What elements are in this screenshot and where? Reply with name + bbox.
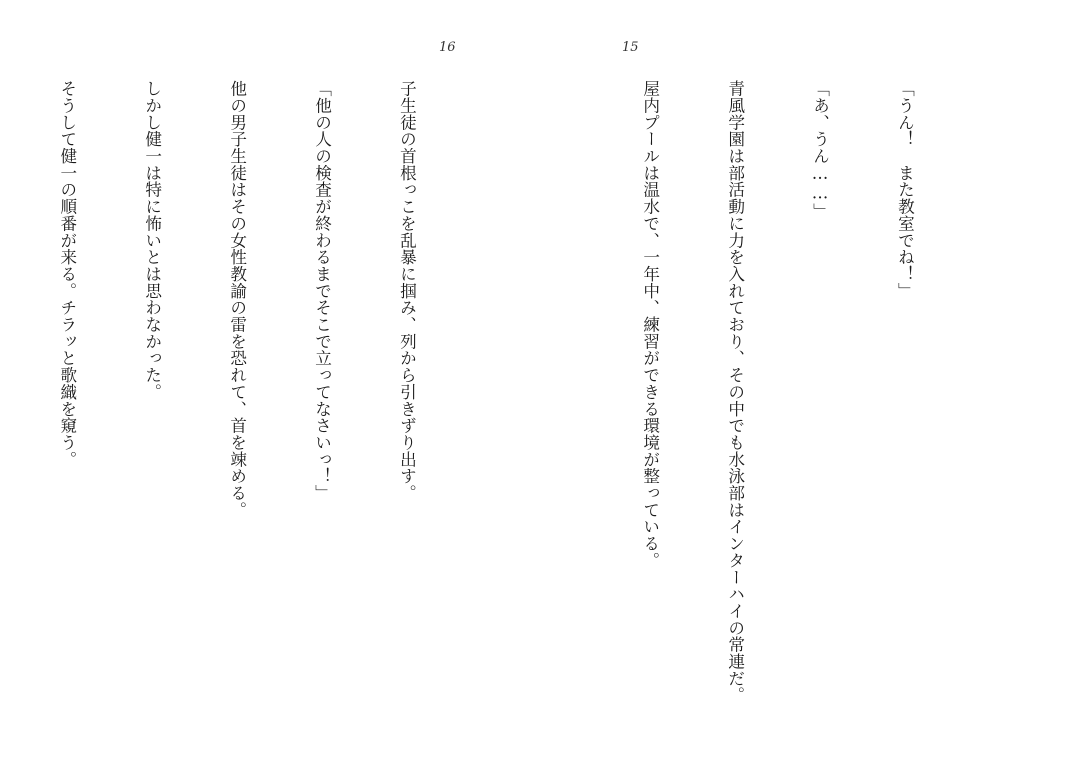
- text-line: 「うん！ また教室でね！」: [895, 80, 915, 300]
- text-line: 「あ、うん……」: [810, 80, 830, 220]
- page-number-left: 16: [439, 40, 456, 55]
- text-line: そうして健一の順番が来る。チラッと歌織を窺う。: [57, 80, 77, 468]
- page-gutter: [537, 0, 538, 768]
- page-number-right: 15: [622, 40, 639, 55]
- text-line: 青風学園は部活動に力を入れており、その中でも水泳部はインターハイの常連だ。: [725, 80, 745, 704]
- text-line: 屋内プールは温水で、一年中、練習ができる環境が整っている。: [640, 80, 660, 569]
- text-line: しかし健一は特に怖いとは思わなかった。: [142, 80, 162, 401]
- text-line: 子生徒の首根っこを乱暴に掴み、列から引きずり出す。: [397, 80, 417, 502]
- page-left-body: [57, 80, 477, 730]
- text-line: 他の男子生徒はその女性教諭の雷を恐れて、首を竦める。: [227, 80, 247, 519]
- page-right-body: [590, 80, 975, 730]
- text-line: 「他の人の検査が終わるまでそこで立ってなさいっ！」: [312, 80, 332, 502]
